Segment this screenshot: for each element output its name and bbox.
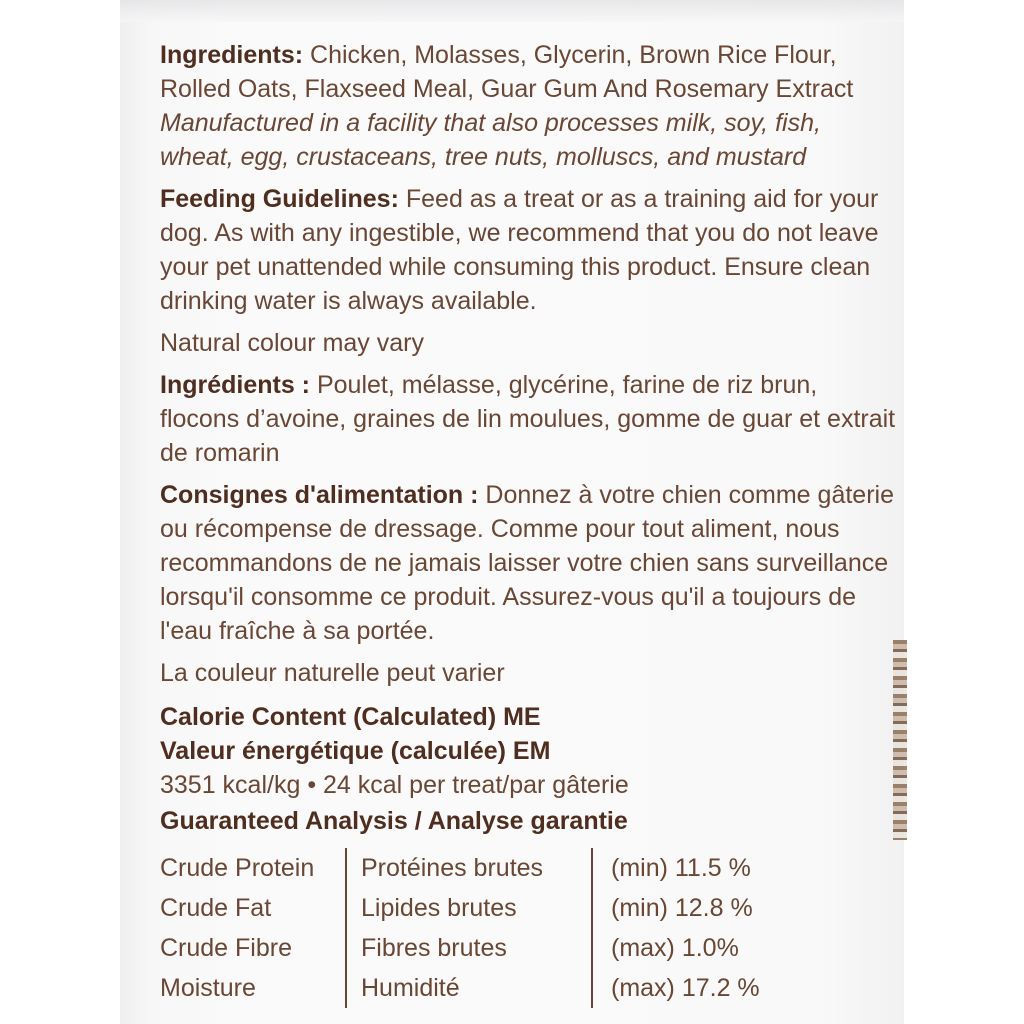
allergen-note: Manufactured in a facility that also processes milk, soy, fish, wheat, egg, crustaceans, tree nuts, molluscs, and mustard: [160, 109, 821, 171]
calorie-title-fr: Valeur énergétique (calculée) EM: [160, 737, 551, 765]
feeding-fr-label: Consignes d'alimentation :: [160, 481, 479, 509]
nutrient-en: Crude Protein: [160, 854, 315, 882]
colour-note-fr: La couleur naturelle peut varier: [160, 659, 505, 687]
nutrient-value: (min) 12.8 %: [591, 888, 753, 928]
guaranteed-analysis-table: [160, 848, 900, 1008]
panel-top-shadow: [120, 0, 904, 22]
table-row: [160, 968, 900, 1008]
table-row: [160, 848, 900, 888]
ingredients-fr: [160, 368, 900, 470]
ingredients-fr-label: Ingrédients :: [160, 371, 311, 399]
nutrient-value: (max) 1.0%: [591, 928, 739, 968]
nutrient-fr: Protéines brutes: [345, 848, 591, 888]
nutrient-fr: Humidité: [345, 968, 591, 1008]
feeding-en-text: Feed as a treat or as a training aid for your dog. As with any ingestible, we recommend that you do not leave your pet unattended while consuming this product. Ensure clean drinking water is always available.: [160, 185, 879, 315]
nutrient-fr: Fibres brutes: [345, 928, 591, 968]
nutrient-en: Crude Fibre: [160, 934, 292, 962]
feeding-en-label: Feeding Guidelines:: [160, 185, 399, 213]
colour-note-en: Natural colour may vary: [160, 329, 424, 357]
nutrient-en: Crude Fat: [160, 894, 272, 922]
feeding-fr-text: Donnez à votre chien comme gâterie ou récompense de dressage. Comme pour tout aliment, nous recommandons de ne jamais laisser votre chien sans surveillance lorsqu'il consomme ce produit. Assurez-vous qu'il a toujours de l'eau fraîche à sa portée.: [160, 481, 894, 645]
ingredients-en-label: Ingredients:: [160, 41, 304, 69]
nutrient-fr: Lipides brutes: [345, 888, 591, 928]
feeding-guidelines-en: [160, 182, 900, 318]
ingredients-en-text: Chicken, Molasses, Glycerin, Brown Rice Flour, Rolled Oats, Flaxseed Meal, Guar Gum And Rosemary Extract: [160, 41, 854, 103]
feeding-guidelines-fr: [160, 478, 900, 648]
calorie-values: 3351 kcal/kg • 24 kcal per treat/par gâterie: [160, 771, 629, 799]
guaranteed-analysis-title: Guaranteed Analysis / Analyse garantie: [160, 807, 628, 835]
ingredients-en: [160, 38, 900, 174]
label-content: [160, 38, 900, 1008]
table-row: [160, 888, 900, 928]
ingredients-fr-text: Poulet, mélasse, glycérine, farine de riz brun, flocons d’avoine, graines de lin moulues, gomme de guar et extrait de romarin: [160, 371, 896, 467]
nutrient-en: Moisture: [160, 974, 256, 1002]
table-row: [160, 928, 900, 968]
calorie-title-en: Calorie Content (Calculated) ME: [160, 703, 541, 731]
nutrient-value: (min) 11.5 %: [591, 848, 751, 888]
nutrient-value: (max) 17.2 %: [591, 968, 760, 1008]
calorie-content: [160, 700, 900, 838]
